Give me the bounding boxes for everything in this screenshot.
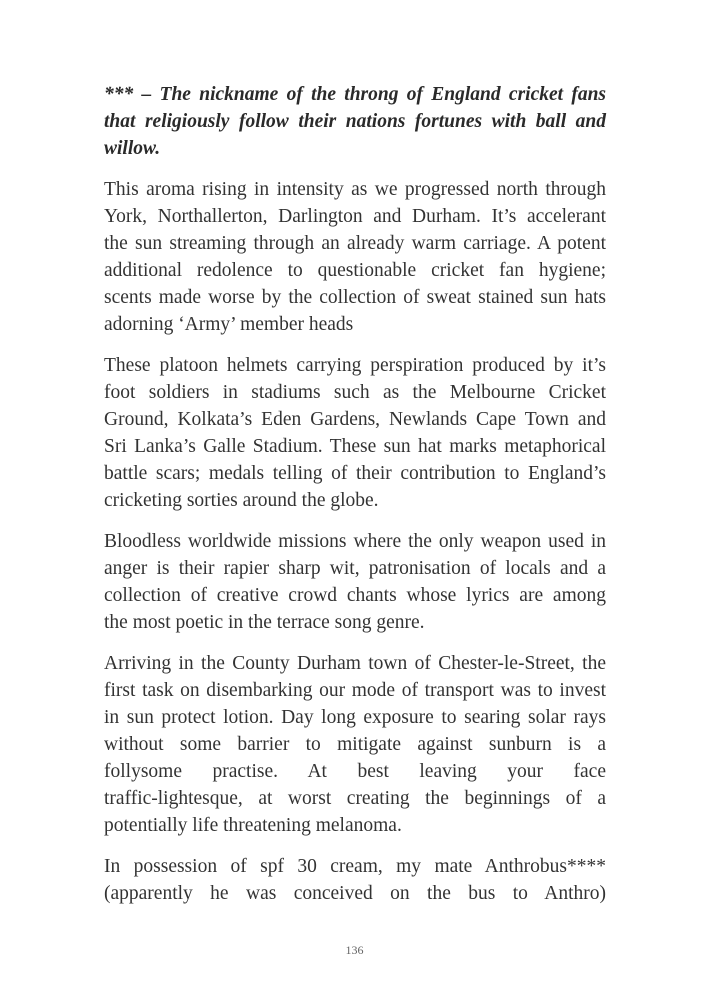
paragraph-2 bbox=[104, 352, 606, 514]
text-line: that religiously follow their nations fortunes with ball and bbox=[104, 111, 606, 132]
text-line: battle scars; medals telling of their contribution to England’s bbox=[104, 463, 606, 484]
paragraph-3 bbox=[104, 528, 606, 636]
paragraph-5 bbox=[104, 853, 606, 907]
page-number: 136 bbox=[345, 943, 364, 957]
text-line: traffic-lightesque, at worst creating the beginnings of a bbox=[104, 788, 606, 809]
text-line: anger is their rapier sharp wit, patronisation of locals and a bbox=[104, 558, 606, 579]
text-line: foot soldiers in stadiums such as the Melbourne Cricket bbox=[104, 382, 606, 403]
text-line: (apparently he was conceived on the bus to Anthro) bbox=[104, 883, 606, 904]
text-line: These platoon helmets carrying perspiration produced by it’s bbox=[104, 355, 606, 376]
text-line: Ground, Kolkata’s Eden Gardens, Newlands Cape Town and bbox=[104, 409, 606, 430]
text-line: follysome practise. At best leaving your face bbox=[104, 761, 606, 782]
text-line: without some barrier to mitigate against sunburn is a bbox=[104, 734, 606, 755]
text-line: cricketing sorties around the globe. bbox=[104, 490, 379, 511]
paragraph-1 bbox=[104, 176, 606, 338]
text-line: Bloodless worldwide missions where the only weapon used in bbox=[104, 531, 606, 552]
text-line: in sun protect lotion. Day long exposure to searing solar rays bbox=[104, 707, 606, 728]
text-line: In possession of spf 30 cream, my mate Anthrobus**** bbox=[104, 856, 606, 877]
text-line: adorning ‘Army’ member heads bbox=[104, 314, 354, 335]
text-line: first task on disembarking our mode of transport was to invest bbox=[104, 680, 606, 701]
text-line: scents made worse by the collection of sweat stained sun hats bbox=[104, 287, 606, 308]
text-line: the most poetic in the terrace song genre. bbox=[104, 612, 425, 633]
paragraph-4 bbox=[104, 650, 606, 839]
footnote bbox=[104, 81, 606, 162]
text-line: collection of creative crowd chants whose lyrics are among bbox=[104, 585, 606, 606]
text-line: the sun streaming through an already warm carriage. A potent bbox=[104, 233, 606, 254]
text-line: This aroma rising in intensity as we progressed north through bbox=[104, 179, 606, 200]
text-line: Arriving in the County Durham town of Chester-le-Street, the bbox=[104, 653, 606, 674]
text-line: additional redolence to questionable cricket fan hygiene; bbox=[104, 260, 606, 281]
text-line: Sri Lanka’s Galle Stadium. These sun hat marks metaphorical bbox=[104, 436, 606, 457]
text-line: potentially life threatening melanoma. bbox=[104, 815, 402, 836]
page-body bbox=[104, 81, 606, 921]
text-line: willow. bbox=[104, 138, 161, 159]
text-line: York, Northallerton, Darlington and Durham. It’s accelerant bbox=[104, 206, 606, 227]
text-line: *** – The nickname of the throng of England cricket fans bbox=[104, 84, 606, 105]
